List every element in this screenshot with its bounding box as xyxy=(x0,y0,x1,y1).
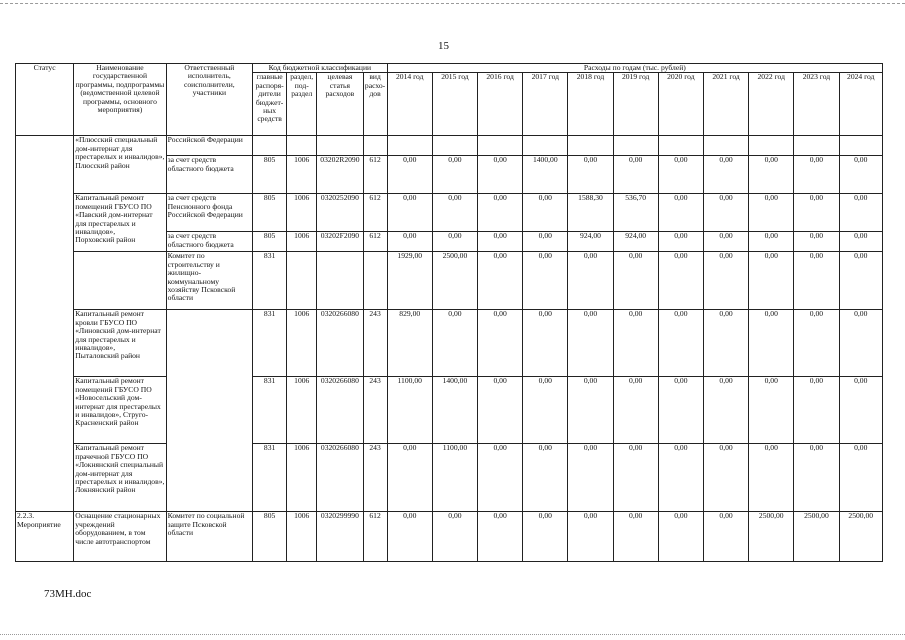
header-budget-code: Код бюджетной классификации xyxy=(253,64,388,73)
year-value-cell: 0,00 xyxy=(387,444,432,512)
table-body xyxy=(16,136,883,562)
article-cell: 0320266080 xyxy=(317,444,363,512)
year-value-cell: 0,00 xyxy=(387,232,432,252)
expense-type-cell xyxy=(363,136,387,156)
year-value-cell: 0,00 xyxy=(432,512,477,562)
year-value-cell: 0,00 xyxy=(432,232,477,252)
year-value-cell: 0,00 xyxy=(523,512,568,562)
section-cell: 1006 xyxy=(287,194,317,232)
year-value-cell: 0,00 xyxy=(478,512,523,562)
executor-cell: Российской Федерации xyxy=(166,136,252,156)
page-number: 15 xyxy=(438,40,449,52)
header-target-article: целевая статья расходов xyxy=(317,73,363,136)
table-row xyxy=(16,512,883,562)
year-value-cell: 0,00 xyxy=(749,156,794,194)
year-value-cell: 0,00 xyxy=(478,377,523,444)
article-cell: 03202F2090 xyxy=(317,232,363,252)
table-row xyxy=(16,252,883,310)
year-value-cell: 0,00 xyxy=(387,156,432,194)
header-section: раздел, под-раздел xyxy=(287,73,317,136)
name-cell: «Плюсский специальный дом-интернат для престарелых и инвалидов», Плюсский район xyxy=(74,136,166,194)
year-value-cell: 0,00 xyxy=(613,252,658,310)
year-value-cell: 0,00 xyxy=(749,194,794,232)
section-cell: 1006 xyxy=(287,377,317,444)
year-value-cell: 0,00 xyxy=(478,310,523,377)
year-value-cell: 0,00 xyxy=(568,444,613,512)
grbs-cell: 831 xyxy=(253,252,287,310)
name-cell: Капитальный ремонт кровли ГБУСО ПО «Линовский дом-интернат для престарелых и инвалидов», Пыталовский район xyxy=(74,310,166,377)
year-value-cell: 0,00 xyxy=(794,232,839,252)
header-name: Наименование государственной программы, подпрограммы (ведомственной целевой программы, основного мероприятия) xyxy=(74,64,166,136)
name-cell: Капитальный ремонт помещений ГБУСО ПО «Новосельский дом-интернат для престарелых и инвалидов», Струго-Красненский район xyxy=(74,377,166,444)
footer-filename: 73МН.doc xyxy=(44,588,92,600)
year-value-cell: 0,00 xyxy=(839,310,882,377)
year-value-cell: 0,00 xyxy=(432,194,477,232)
year-value-cell: 0,00 xyxy=(387,194,432,232)
year-value-cell: 0,00 xyxy=(703,512,748,562)
year-value-cell: 2500,00 xyxy=(794,512,839,562)
table-row xyxy=(16,310,883,377)
grbs-cell: 831 xyxy=(253,444,287,512)
grbs-cell: 831 xyxy=(253,310,287,377)
year-value-cell: 0,00 xyxy=(658,310,703,377)
grbs-cell: 805 xyxy=(253,512,287,562)
section-cell: 1006 xyxy=(287,310,317,377)
header-year: 2020 год xyxy=(658,73,703,136)
year-value-cell: 0,00 xyxy=(478,252,523,310)
section-cell xyxy=(287,252,317,310)
year-value-cell: 0,00 xyxy=(839,156,882,194)
year-value-cell: 0,00 xyxy=(523,310,568,377)
expense-type-cell: 612 xyxy=(363,194,387,232)
year-value-cell: 0,00 xyxy=(613,377,658,444)
name-cell: Капитальный ремонт помещений ГБУСО ПО «Павский дом-интернат для престарелых и инвалидов», Порховский район xyxy=(74,194,166,252)
header-year: 2023 год xyxy=(794,73,839,136)
year-value-cell: 1400,00 xyxy=(432,377,477,444)
year-value-cell xyxy=(478,136,523,156)
year-value-cell: 0,00 xyxy=(568,310,613,377)
article-cell: 03202R2090 xyxy=(317,156,363,194)
scan-edge-bottom xyxy=(0,634,905,635)
year-value-cell: 0,00 xyxy=(432,156,477,194)
expense-type-cell: 243 xyxy=(363,310,387,377)
table-row xyxy=(16,136,883,156)
year-value-cell: 0,00 xyxy=(749,377,794,444)
grbs-cell: 831 xyxy=(253,377,287,444)
name-cell: Капитальный ремонт прачечной ГБУСО ПО «Локнянский специальный дом-интернат для престарелых и инвалидов», Локнянский район xyxy=(74,444,166,512)
year-value-cell: 2500,00 xyxy=(432,252,477,310)
year-value-cell: 829,00 xyxy=(387,310,432,377)
year-value-cell: 0,00 xyxy=(749,310,794,377)
year-value-cell: 0,00 xyxy=(658,232,703,252)
year-value-cell: 0,00 xyxy=(794,156,839,194)
year-value-cell: 0,00 xyxy=(658,252,703,310)
article-cell: 0320266080 xyxy=(317,377,363,444)
expense-type-cell xyxy=(363,252,387,310)
year-value-cell: 0,00 xyxy=(478,194,523,232)
year-value-cell: 2500,00 xyxy=(839,512,882,562)
year-value-cell: 536,70 xyxy=(613,194,658,232)
section-cell: 1006 xyxy=(287,512,317,562)
year-value-cell: 2500,00 xyxy=(749,512,794,562)
year-value-cell: 1100,00 xyxy=(387,377,432,444)
year-value-cell xyxy=(658,136,703,156)
article-cell xyxy=(317,136,363,156)
year-value-cell: 0,00 xyxy=(839,194,882,232)
year-value-cell: 0,00 xyxy=(703,252,748,310)
year-value-cell: 0,00 xyxy=(839,232,882,252)
header-year: 2016 год xyxy=(478,73,523,136)
name-cell: Оснащение стационарных учреждений оборудованием, в том числе автотранспортом xyxy=(74,512,166,562)
executor-cell xyxy=(166,310,252,512)
status-cell xyxy=(16,136,74,512)
year-value-cell: 0,00 xyxy=(568,252,613,310)
year-value-cell: 0,00 xyxy=(523,232,568,252)
year-value-cell: 1929,00 xyxy=(387,252,432,310)
expense-type-cell: 612 xyxy=(363,232,387,252)
grbs-cell: 805 xyxy=(253,194,287,232)
year-value-cell: 924,00 xyxy=(613,232,658,252)
year-value-cell: 0,00 xyxy=(432,310,477,377)
year-value-cell xyxy=(703,136,748,156)
year-value-cell: 0,00 xyxy=(387,512,432,562)
year-value-cell: 0,00 xyxy=(749,252,794,310)
year-value-cell: 0,00 xyxy=(568,512,613,562)
header-year: 2024 год xyxy=(839,73,882,136)
year-value-cell: 0,00 xyxy=(613,310,658,377)
section-cell: 1006 xyxy=(287,156,317,194)
header-year: 2014 год xyxy=(387,73,432,136)
table-row xyxy=(16,194,883,232)
year-value-cell: 0,00 xyxy=(794,444,839,512)
article-cell: 0320299990 xyxy=(317,512,363,562)
year-value-cell: 0,00 xyxy=(658,512,703,562)
header-expense-type: вид расхо-дов xyxy=(363,73,387,136)
header-grbs: главные распоря-дители бюджет-ных средств xyxy=(253,73,287,136)
table-row xyxy=(16,444,883,512)
header-year: 2015 год xyxy=(432,73,477,136)
executor-cell: Комитет по социальной защите Псковской области xyxy=(166,512,252,562)
table-row xyxy=(16,377,883,444)
year-value-cell xyxy=(432,136,477,156)
year-value-cell: 0,00 xyxy=(658,444,703,512)
header-year: 2019 год xyxy=(613,73,658,136)
scan-edge-top xyxy=(0,3,905,4)
year-value-cell: 0,00 xyxy=(794,310,839,377)
expense-type-cell: 243 xyxy=(363,444,387,512)
grbs-cell: 805 xyxy=(253,156,287,194)
year-value-cell: 0,00 xyxy=(703,232,748,252)
year-value-cell: 0,00 xyxy=(703,156,748,194)
year-value-cell: 0,00 xyxy=(658,194,703,232)
article-cell: 0320252090 xyxy=(317,194,363,232)
year-value-cell: 1100,00 xyxy=(432,444,477,512)
year-value-cell: 0,00 xyxy=(568,377,613,444)
executor-cell: за счет средств Пенсионного фонда Российской Федерации xyxy=(166,194,252,232)
year-value-cell: 0,00 xyxy=(794,194,839,232)
year-value-cell: 0,00 xyxy=(658,377,703,444)
year-value-cell: 0,00 xyxy=(613,444,658,512)
header-year: 2017 год xyxy=(523,73,568,136)
year-value-cell: 0,00 xyxy=(478,232,523,252)
header-expenses: Расходы по годам (тыс. рублей) xyxy=(387,64,882,73)
article-cell: 0320266080 xyxy=(317,310,363,377)
header-year: 2018 год xyxy=(568,73,613,136)
grbs-cell: 805 xyxy=(253,232,287,252)
executor-cell: за счет средств областного бюджета xyxy=(166,156,252,194)
year-value-cell xyxy=(387,136,432,156)
year-value-cell: 0,00 xyxy=(568,156,613,194)
year-value-cell: 0,00 xyxy=(703,310,748,377)
year-value-cell: 924,00 xyxy=(568,232,613,252)
year-value-cell: 0,00 xyxy=(703,377,748,444)
year-value-cell: 0,00 xyxy=(749,444,794,512)
year-value-cell xyxy=(613,136,658,156)
grbs-cell xyxy=(253,136,287,156)
header-executor: Ответственный исполнитель, соисполнители, участники xyxy=(166,64,252,136)
status-cell: 2.2.3. Мероприятие xyxy=(16,512,74,562)
year-value-cell: 0,00 xyxy=(523,377,568,444)
year-value-cell: 0,00 xyxy=(794,377,839,444)
year-value-cell: 0,00 xyxy=(703,194,748,232)
year-value-cell: 0,00 xyxy=(703,444,748,512)
expense-type-cell: 612 xyxy=(363,156,387,194)
section-cell: 1006 xyxy=(287,444,317,512)
executor-cell: Комитет по строительству и жилищно-коммунальному хозяйству Псковской области xyxy=(166,252,252,310)
budget-table xyxy=(15,63,883,562)
year-value-cell: 0,00 xyxy=(613,156,658,194)
section-cell: 1006 xyxy=(287,232,317,252)
year-value-cell: 0,00 xyxy=(523,252,568,310)
year-value-cell: 0,00 xyxy=(839,377,882,444)
year-value-cell: 0,00 xyxy=(523,194,568,232)
year-value-cell xyxy=(568,136,613,156)
name-cell xyxy=(74,252,166,310)
year-value-cell: 0,00 xyxy=(658,156,703,194)
header-status: Статус xyxy=(16,64,74,136)
expense-type-cell: 243 xyxy=(363,377,387,444)
year-value-cell: 0,00 xyxy=(839,444,882,512)
year-value-cell: 0,00 xyxy=(613,512,658,562)
year-value-cell xyxy=(794,136,839,156)
executor-cell: за счет средств областного бюджета xyxy=(166,232,252,252)
article-cell xyxy=(317,252,363,310)
header-year: 2022 год xyxy=(749,73,794,136)
header-year: 2021 год xyxy=(703,73,748,136)
year-value-cell: 1400,00 xyxy=(523,156,568,194)
year-value-cell: 0,00 xyxy=(478,156,523,194)
expense-type-cell: 612 xyxy=(363,512,387,562)
year-value-cell: 0,00 xyxy=(839,252,882,310)
section-cell xyxy=(287,136,317,156)
year-value-cell xyxy=(839,136,882,156)
year-value-cell xyxy=(749,136,794,156)
year-value-cell: 0,00 xyxy=(523,444,568,512)
year-value-cell: 0,00 xyxy=(794,252,839,310)
year-value-cell: 1588,30 xyxy=(568,194,613,232)
year-value-cell: 0,00 xyxy=(749,232,794,252)
year-value-cell: 0,00 xyxy=(478,444,523,512)
year-value-cell xyxy=(523,136,568,156)
